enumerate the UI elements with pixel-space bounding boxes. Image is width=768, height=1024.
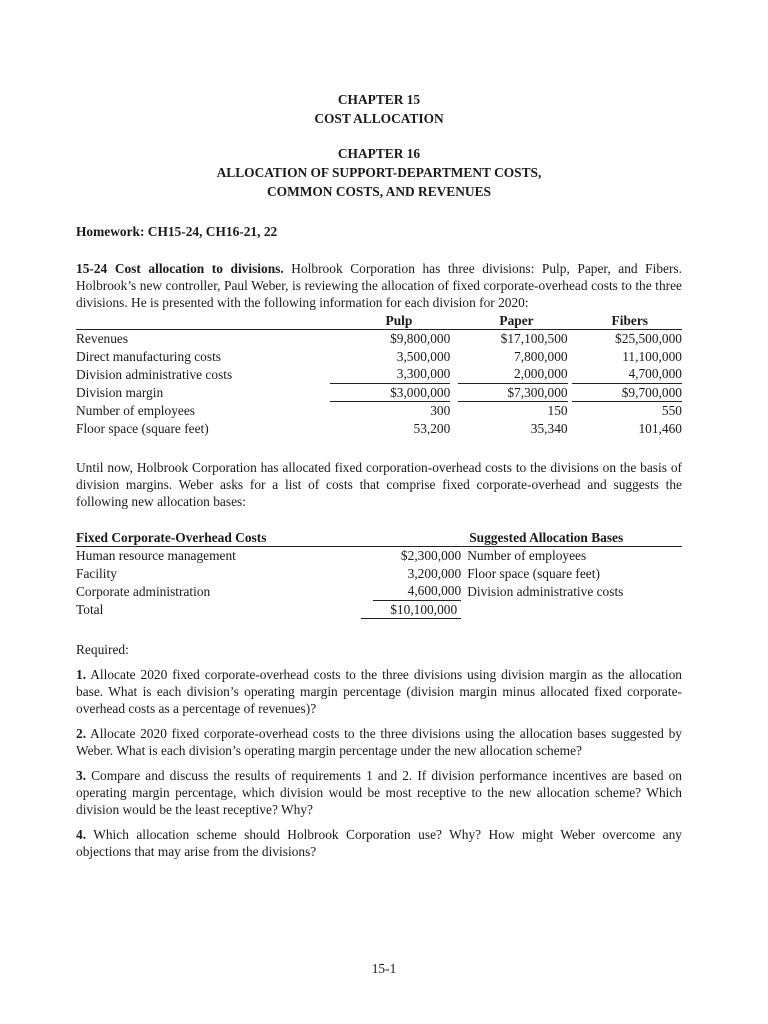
fixed-cost-amount — [361, 547, 461, 565]
fixed-cost-header-right: Suggested Allocation Bases — [461, 530, 682, 547]
fixed-cost-base: Division administrative costs — [467, 583, 624, 599]
question-number: 1. — [76, 667, 87, 682]
row-value: 550 — [661, 403, 682, 418]
row-value — [308, 365, 450, 384]
fixed-cost-amount — [361, 582, 461, 601]
division-table-row — [76, 384, 682, 403]
fixed-cost-label: Total — [76, 602, 104, 617]
row-value: 150 — [547, 403, 568, 418]
row-value-text: 4,700,000 — [572, 365, 682, 384]
row-value — [450, 384, 567, 403]
row-value: 101,460 — [638, 420, 682, 436]
col-header-paper: Paper — [499, 313, 534, 328]
row-label: Floor space (square feet) — [76, 420, 209, 436]
fixed-cost-row — [76, 582, 682, 601]
division-table — [76, 313, 682, 437]
fixed-cost-label: Facility — [76, 565, 117, 581]
division-table-row — [76, 365, 682, 384]
fixed-cost-amount-text: $2,300,000 — [400, 548, 462, 563]
chapter-15-heading — [76, 90, 682, 128]
fixed-cost-label: Corporate administration — [76, 583, 211, 599]
row-value: $17,100,500 — [500, 331, 568, 346]
document-page — [76, 90, 682, 860]
page-number: 15-1 — [371, 961, 397, 976]
row-value: 11,100,000 — [622, 348, 682, 364]
row-value: $9,800,000 — [390, 331, 451, 346]
fixed-cost-row — [76, 601, 682, 620]
row-value-text: $9,700,000 — [572, 384, 682, 403]
row-label: Number of employees — [76, 403, 195, 418]
chapter-16-title-line1: ALLOCATION OF SUPPORT-DEPARTMENT COSTS, — [216, 165, 542, 180]
row-label: Division margin — [76, 385, 164, 400]
question-text: Compare and discuss the results of requirements 1 and 2. If division performance incentives are based on operating margin percentage, which division would be most receptive to the new allocation scheme? Which division would be the least receptive? Why? — [76, 768, 682, 817]
division-table-row — [76, 330, 682, 348]
fixed-cost-header-left: Fixed Corporate-Overhead Costs — [76, 530, 361, 547]
row-value — [568, 384, 682, 403]
fixed-cost-label: Human resource management — [76, 548, 236, 563]
row-value-text: $7,300,000 — [458, 384, 568, 403]
fixed-cost-table — [76, 530, 682, 619]
required-label: Required: — [76, 642, 129, 657]
row-value: 53,200 — [413, 420, 451, 436]
row-label: Direct manufacturing costs — [76, 348, 222, 364]
fixed-cost-base — [461, 601, 682, 620]
row-value-text: 2,000,000 — [458, 365, 568, 384]
row-value — [568, 365, 682, 384]
col-header-fibers: Fibers — [611, 313, 648, 328]
question-number: 4. — [76, 827, 87, 842]
problem-intro — [76, 260, 682, 311]
fixed-cost-row — [76, 565, 682, 583]
chapter-16-title-line2: COMMON COSTS, AND REVENUES — [267, 184, 491, 199]
row-value-text: 3,300,000 — [330, 365, 450, 384]
problem-title: 15-24 Cost allocation to divisions. — [76, 261, 284, 276]
problem-intro-text: Holbrook Corporation has three divisions: Pulp, Paper, and Fibers. Holbrook’s new controller, Paul Weber, is reviewing the allocation of fixed corporate-overhead costs to the three divisions. He is presented with the following information for each division for 2020: — [76, 261, 682, 310]
fixed-cost-amount — [361, 601, 461, 620]
question-item — [76, 725, 682, 759]
chapter-16-number: CHAPTER 16 — [337, 146, 421, 161]
row-value: 35,340 — [530, 420, 568, 436]
row-value — [308, 384, 450, 403]
row-value: 300 — [430, 403, 451, 418]
row-value: $25,500,000 — [615, 331, 682, 346]
division-table-row — [76, 402, 682, 420]
fixed-cost-header — [76, 530, 682, 547]
col-header-pulp: Pulp — [385, 313, 413, 328]
question-number: 2. — [76, 726, 87, 741]
fixed-cost-amount-text: 4,600,000 — [373, 582, 461, 601]
chapter-15-number: CHAPTER 15 — [337, 92, 421, 107]
question-item — [76, 767, 682, 818]
question-number: 3. — [76, 768, 87, 783]
allocation-paragraph: Until now, Holbrook Corporation has allocated fixed corporation-overhead costs to the divisions on the basis of division margins. Weber asks for a list of costs that comprise fixed corporate-overhead and suggests the following new allocation bases: — [76, 460, 682, 509]
row-value-text: $3,000,000 — [330, 384, 450, 403]
fixed-cost-row — [76, 547, 682, 565]
question-item — [76, 826, 682, 860]
row-value: 3,500,000 — [396, 348, 451, 364]
question-text: Which allocation scheme should Holbrook Corporation use? Why? How might Weber overcome any objections that may arise from the divisions? — [76, 827, 682, 859]
division-table-header — [76, 313, 682, 330]
fixed-cost-base: Floor space (square feet) — [467, 565, 600, 581]
question-text: Allocate 2020 fixed corporate-overhead costs to the three divisions using division margin as the allocation base. What is each division’s operating margin percentage (division margin minus allocated fixed corporate-overhead costs as a percentage of revenues)? — [76, 667, 682, 716]
fixed-cost-amount-text: 3,200,000 — [407, 565, 462, 581]
row-value — [450, 365, 567, 384]
question-text: Allocate 2020 fixed corporate-overhead costs to the three divisions using the allocation bases suggested by Weber. What is each division’s operating margin percentage under the new allocation scheme? — [76, 726, 682, 758]
fixed-cost-base: Number of employees — [467, 548, 587, 563]
row-label: Division administrative costs — [76, 366, 233, 382]
question-list — [76, 666, 682, 860]
row-value: 7,800,000 — [514, 348, 568, 364]
fixed-cost-amount-text: $10,100,000 — [361, 601, 461, 620]
homework-line: Homework: CH15-24, CH16-21, 22 — [76, 224, 278, 239]
row-label: Revenues — [76, 331, 129, 346]
division-table-row — [76, 348, 682, 366]
question-item — [76, 666, 682, 717]
chapter-16-heading — [76, 144, 682, 201]
chapter-15-title: COST ALLOCATION — [314, 111, 444, 126]
division-table-row — [76, 420, 682, 438]
fixed-cost-amount — [361, 565, 461, 583]
